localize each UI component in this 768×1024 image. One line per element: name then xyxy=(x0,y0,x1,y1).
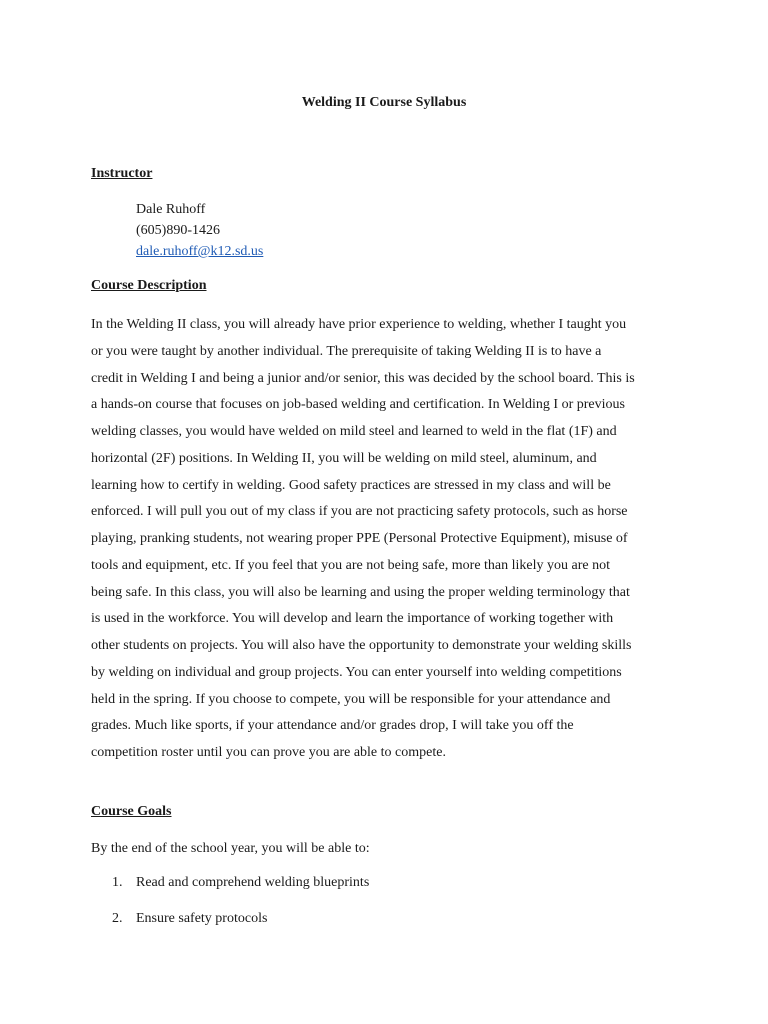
goal-number: 1. xyxy=(112,875,123,890)
goal-text: Read and comprehend welding blueprints xyxy=(136,875,370,890)
instructor-contact xyxy=(136,199,263,262)
instructor-name: Dale Ruhoff xyxy=(136,202,206,217)
description-line: credit in Welding I and being a junior and/or senior, this was decided by the school board. This is xyxy=(91,370,635,386)
description-line: tools and equipment, etc. If you feel that you are not being safe, more than likely you are not xyxy=(91,557,611,573)
document-title: Welding II Course Syllabus xyxy=(301,95,467,110)
description-line: competition roster until you can prove you are able to compete. xyxy=(91,745,446,760)
description-line: other students on projects. You will also have the opportunity to demonstrate your welding skills xyxy=(91,638,632,653)
description-line: enforced. I will pull you out of my class if you are not practicing safety protocols, such as horse xyxy=(91,504,628,520)
goal-text: Ensure safety protocols xyxy=(136,911,268,926)
course-description-heading: Course Description xyxy=(91,278,207,293)
description-line: horizontal (2F) positions. In Welding II, you will be welding on mild steel, aluminum, and xyxy=(91,450,597,466)
description-line: grades. Much like sports, if your attendance and/or grades drop, I will take you off the xyxy=(91,718,574,734)
description-line: welding classes, you would have welded on mild steel and learned to weld in the flat (1F) and xyxy=(91,424,617,439)
description-line: is used in the workforce. You will develop and learn the importance of working together with xyxy=(91,611,614,627)
description-line: by welding on individual and group projects. You can enter yourself into welding competitions xyxy=(91,664,622,680)
course-description-paragraph xyxy=(91,312,691,767)
description-line: or you were taught by another individual. The prerequisite of taking Welding II is to have a xyxy=(91,343,602,359)
course-goals-intro: By the end of the school year, you will be able to: xyxy=(91,841,370,856)
instructor-phone: (605)890-1426 xyxy=(136,223,220,238)
instructor-email-link[interactable]: dale.ruhoff@k12.sd.us xyxy=(136,244,264,259)
goal-number: 2. xyxy=(112,911,123,926)
instructor-heading: Instructor xyxy=(91,166,153,181)
course-goals-heading: Course Goals xyxy=(91,804,172,819)
description-line: playing, pranking students, not wearing proper PPE (Personal Protective Equipment), misuse of xyxy=(91,531,628,546)
description-line: held in the spring. If you choose to compete, you will be responsible for your attendance and xyxy=(91,691,611,707)
description-line: being safe. In this class, you will also be learning and using the proper welding terminology that xyxy=(91,584,630,600)
description-line: learning how to certify in welding. Good safety practices are stressed in my class and will be xyxy=(91,477,611,493)
description-line: In the Welding II class, you will already have prior experience to welding, whether I taught you xyxy=(91,317,627,332)
description-line: a hands-on course that focuses on job-based welding and certification. In Welding I or previous xyxy=(91,397,625,413)
